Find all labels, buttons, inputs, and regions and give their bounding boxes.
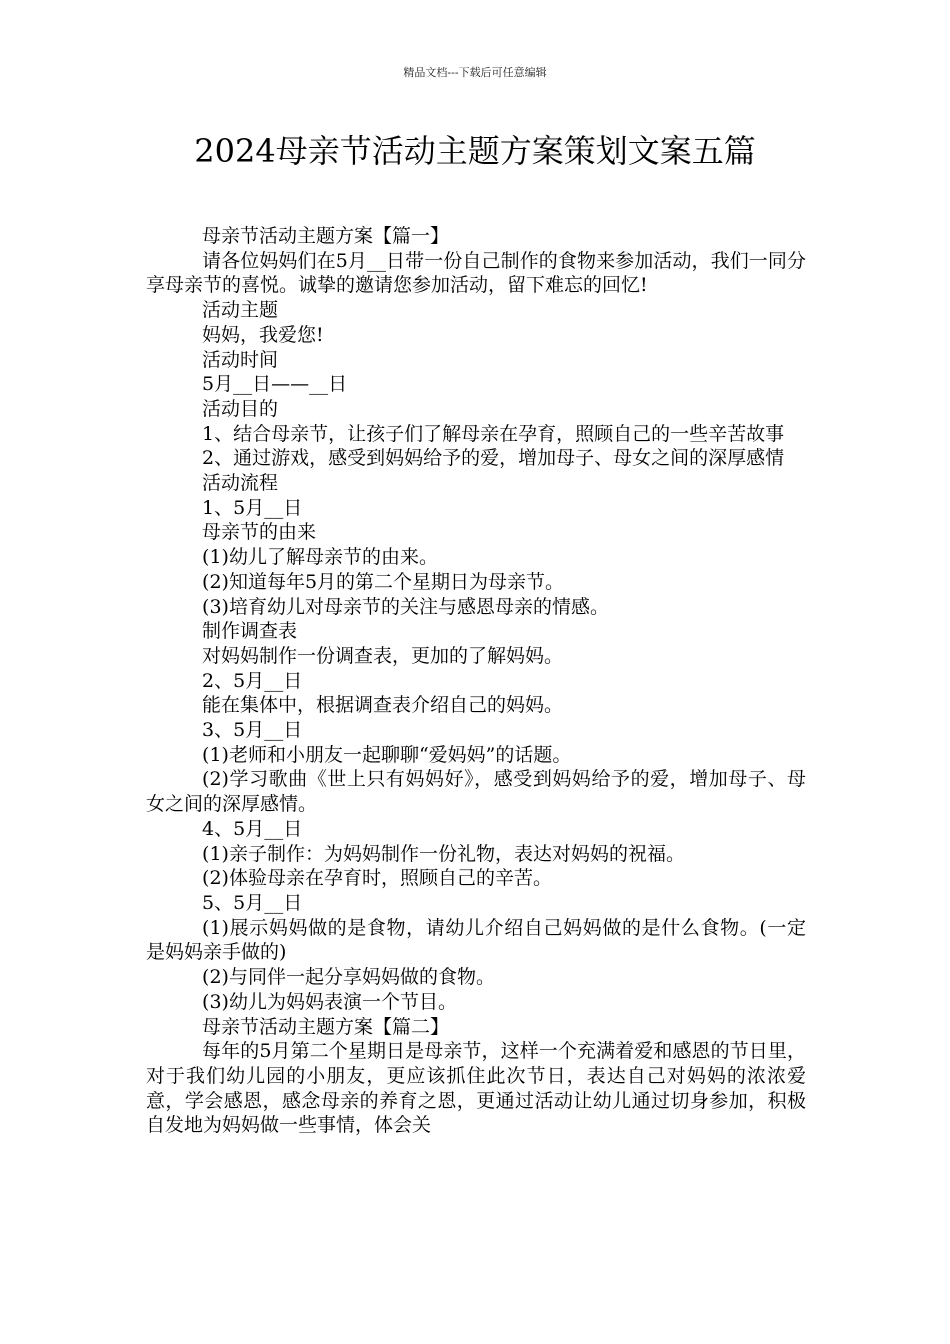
paragraph: 5、5月__日 bbox=[202, 891, 303, 914]
paragraph: (2)知道每年5月的第二个星期日为母亲节。 bbox=[202, 570, 565, 593]
paragraph: (2)学习歌曲《世上只有妈妈好》，感受到妈妈给予的爱，增加母子、母女之间的深厚感情。 bbox=[146, 768, 806, 816]
paragraph: 活动时间 bbox=[202, 348, 279, 371]
paragraph: 4、5月__日 bbox=[202, 817, 303, 840]
paragraph: (3)幼儿为妈妈表演一个节目。 bbox=[202, 990, 457, 1013]
paragraph: 活动流程 bbox=[202, 472, 279, 495]
paragraph: 5月__日——__日 bbox=[202, 373, 348, 396]
document-body bbox=[146, 224, 806, 1138]
paragraph: 妈妈，我爱您! bbox=[202, 323, 324, 346]
paragraph: 活动主题 bbox=[202, 299, 279, 322]
paragraph: (1)展示妈妈做的是食物，请幼儿介绍自己妈妈做的是什么食物。(一定是妈妈亲手做的) bbox=[146, 916, 806, 964]
header-note: 精品文档---下载后可任意编辑 bbox=[403, 66, 547, 79]
paragraph: 1、5月__日 bbox=[202, 496, 303, 519]
paragraph: 活动目的 bbox=[202, 397, 279, 420]
paragraph: 请各位妈妈们在5月__日带一份自己制作的食物来参加活动，我们一同分享母亲节的喜悦。诚挚的邀请您参加活动，留下难忘的回忆! bbox=[146, 249, 806, 297]
paragraph: (1)亲子制作：为妈妈制作一份礼物，表达对妈妈的祝福。 bbox=[202, 842, 685, 865]
paragraph: (1)老师和小朋友一起聊聊“爱妈妈”的话题。 bbox=[202, 743, 572, 766]
paragraph: 母亲节的由来 bbox=[202, 521, 317, 544]
paragraph: 1、结合母亲节，让孩子们了解母亲在孕育，照顾自己的一些辛苦故事 bbox=[202, 422, 785, 445]
paragraph: 能在集体中，根据调查表介绍自己的妈妈。 bbox=[202, 694, 564, 717]
paragraph: 2、5月__日 bbox=[202, 669, 303, 692]
paragraph: 制作调查表 bbox=[202, 620, 298, 643]
paragraph: (2)体验母亲在孕育时，照顾自己的辛苦。 bbox=[202, 867, 552, 890]
document-title: 2024母亲节活动主题方案策划文案五篇 bbox=[194, 132, 756, 170]
paragraph: 母亲节活动主题方案【篇一】 bbox=[202, 225, 450, 247]
paragraph: 2、通过游戏，感受到妈妈给予的爱，增加母子、母女之间的深厚感情 bbox=[202, 447, 785, 470]
paragraph: (1)幼儿了解母亲节的由来。 bbox=[202, 546, 438, 569]
paragraph: 每年的5月第二个星期日是母亲节，这样一个充满着爱和感恩的节日里，对于我们幼儿园的小朋友，更应该抓住此次节日，表达自己对妈妈的浓浓爱意，学会感恩，感念母亲的养育之恩，更通过活动让幼儿通过切身参加，积极自发地为妈妈做一些事情，体会关 bbox=[146, 1040, 806, 1137]
paragraph: 对妈妈制作一份调查表，更加的了解妈妈。 bbox=[202, 644, 564, 667]
paragraph: 3、5月__日 bbox=[202, 719, 303, 742]
paragraph: (2)与同伴一起分享妈妈做的食物。 bbox=[202, 966, 495, 989]
paragraph: 母亲节活动主题方案【篇二】 bbox=[202, 1015, 450, 1038]
paragraph: (3)培育幼儿对母亲节的关注与感恩母亲的情感。 bbox=[202, 595, 609, 618]
